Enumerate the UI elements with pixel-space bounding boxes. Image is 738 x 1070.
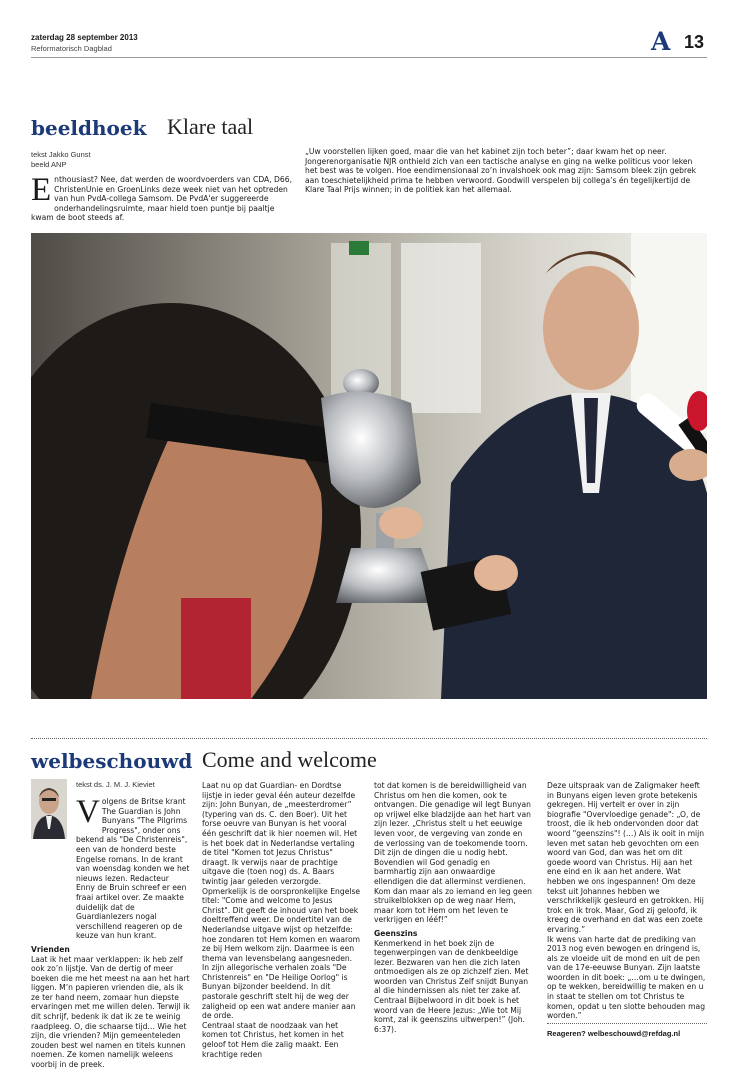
beeldhoek-column-2: „Uw voorstellen lijken goed, maar die van het kabinet zijn toch beter”; daar kwam het op neer. Jongerenorganisatie NJR onthield zich van een tactische analyse en ging na welke politicus voor leken het best was te volgen. Hoe eendimensionaal zo’n invalshoek ook mag zijn: Samsom bleek zijn gebrek aan toeschietelijkheid prima te hebben verwoord. Goodwill verspelen bij collega’s én tegelijkertijd de Klare Taal Prijs winnen; in de politiek kan het allemaal. <box>305 147 697 195</box>
reply-divider <box>547 1023 707 1024</box>
article-title-come-and-welcome: Come and welcome <box>202 747 377 772</box>
section-divider <box>31 738 707 739</box>
welbeschouwd-column-2: Laat nu op dat Guardian- en Dordtse lijstje in ieder geval één auteur dezelfde zijn: John Bunyan, de „meesterdromer” (typering van ds. C. den Boer). Uit het forse oeuvre van Bunyan is het vooral één geschrift dat ik hier noemen wil. Het is het boek dat in Nederlandse vertaling de titel "Komen tot Jezus Christus" draagt. Ik verwijs naar de prachtige uitgave die (toen nog) ds. A. Baars twintig jaar geleden verzorgde. Opmerkelijk is de oorspronkelijke Engelse titel: "Come and welcome to Jesus Christ". Dit geeft de inhoud van het boek doeltreffend weer. De ondertitel van de Nederlandse uitgave wijst op hetzelfde: hoe zondaren tot Hem komen en waarom ze bij Hem welkom zijn. Daarmee is een thema van levensbelang aangesneden. In zijn allegorische verhalen zoals "De Christenreis" en "De Heilige Oorlog" is Bunyan bijzonder beeldend. In dit pastorale geschrift stelt hij de weg der zaligheid op een wat andere manier aan de orde. Centraal staat de noodzaak van het komen tot Christus, het komen in het geloof tot Hem die zalig maakt. Een krachtige reden <box>202 781 361 1059</box>
intro-paragraph <box>31 794 190 941</box>
paragraph-vrienden: Laat ik het maar verklappen: ik heb zelf ook zo’n lijstje. Van de dertig of meer boeken die me het meest na aan het hart liggen. M’n papieren vrienden die, als ik ze ter hand neem, zomaar hun diepste ervaringen met me willen delen. Terwijl ik dit schrijf, bedenk ik dat ik ze te weinig raadpleeg. O, die schaarse tijd… Wie het zijn, die vrienden? Mijn gemeenteleden zouden best wel namen en titels kunnen noemen. Ze komen namelijk weleens voorbij in de preek. <box>31 954 190 1070</box>
news-photo <box>31 233 707 699</box>
section-title-welbeschouwd: welbeschouwd <box>31 749 193 773</box>
header-divider <box>31 57 707 58</box>
welbeschouwd-column-1 <box>31 794 190 1070</box>
welbeschouwd-column-3 <box>374 781 533 1034</box>
credit-text: tekst Jakko Gunst <box>31 150 91 159</box>
article-title-klare-taal: Klare taal <box>167 114 254 139</box>
beeldhoek-column-1 <box>31 172 296 223</box>
dropcap: V <box>76 794 100 830</box>
author-credit: tekst ds. J. M. J. Kieviet <box>76 780 155 789</box>
page-number: 13 <box>684 32 705 52</box>
subheading-geenszins: Geenszins <box>374 928 418 938</box>
header-date: zaterdag 28 september 2013 <box>31 33 138 42</box>
welbeschouwd-column-4: Deze uitspraak van de Zaligmaker heeft in Bunyans eigen leven grote betekenis gekregen. Hij vertelt er over in zijn biografie "Overvloedige genade": „O, de troost, die ik heb ondervonden door dat woord "geenszins"! (…) Als ik ooit in mijn leven met satan heb gevochten om een woord van God, dan was het om dit goede woord van Christus. Hij aan het ene eind en ik aan het andere. Wat hebben we ons ingespannen! Om deze tekst uit Johannes hebben we verschrikkelijk gesleurd en getrokken. Hij trok en ik trok. Maar, God zij geloofd, ik kreeg de overhand en dat was een zoete ervaring.” Ik wens van harte dat de prediking van 2013 nog even bewogen en dringend is, als ze vloeide uit de mond en uit de pen van de 17e-eeuwse Bunyan. Zijn laatste woorden in dit boek: „…om u te dwingen, op te wekken, bereidwillig te maken en u in staat te stellen om tot Christus te komen, opdat u ten slotte behouden mag worden.” <box>547 781 706 1021</box>
paragraph-bereidwilligheid: tot dat komen is de bereidwilligheid van Christus om hen die komen, ook te ontvangen. Die genadige wil legt Bunyan op vrijwel elke bladzijde aan het hart van zijn lezer. „Christus stelt u het eeuwige leven voor, de vergeving van zonde en de verlossing van de toekomende toorn. Dit zijn de dingen die u nodig hebt. Bovendien wil God genadig en barmhartig zijn aan onwaardige ellendigen die dat allerminst verdienen. Kom dan maar als zo iemand en leg geen struikelblokken op de weg naar Hem, maar kom tot Hem om het leven te verkrijgen en lééf!” <box>374 781 532 925</box>
newspaper-logo: A <box>651 27 671 56</box>
dropcap: E <box>31 172 52 208</box>
reply-email-link[interactable]: Reageren? welbeschouwd@refdag.nl <box>547 1029 681 1038</box>
paragraph-geenszins: Kenmerkend in het boek zijn de tegenwerpingen van de denkbeeldige lezer. Bezwaren van hen die zich laten ontmoedigen als ze op zichzelf zien. Met woorden van Christus Zelf snijdt Bunyan al die hindernissen als niet ter zake af. Centraal Bijbelwoord in dit boek is het woord van de Heere Jezus: „Wie tot Mij komt, zal ik geenszins uitwerpen!” (Joh. 6:37). <box>374 938 529 1034</box>
section-title-beeldhoek: beeldhoek <box>31 116 147 140</box>
beeldhoek-intro-text: nthousiast? Nee, dat werden de woordvoerders van CDA, D66, ChristenUnie en GroenLinks deze week niet van het optreden van hun PvdA-collega Samsom. De PvdA'er suggereerde onderhandelingsruimte, maar hield toen puntje bij paaltje kwam de boot steeds af. <box>31 175 292 223</box>
intro-text: olgens de Britse krant The Guardian is John Bunyans "The Pilgrims Progress", onder ons bekend als "De Christenreis", een van de honderd beste Engelse romans. In de krant van woensdag konden we het nieuws lezen. Redacteur Enny de Bruin schreef er een fraai artikel over. Ze maakte duidelijk dat de Guardianlezers nogal verschillend reageren op de keuze van hun krant. <box>76 797 190 941</box>
article-credits <box>31 150 91 170</box>
credit-photo: beeld ANP <box>31 160 67 169</box>
header-paper-name: Reformatorisch Dagblad <box>31 44 112 53</box>
photo-illustration <box>31 233 707 699</box>
subheading-vrienden: Vrienden <box>31 944 70 954</box>
